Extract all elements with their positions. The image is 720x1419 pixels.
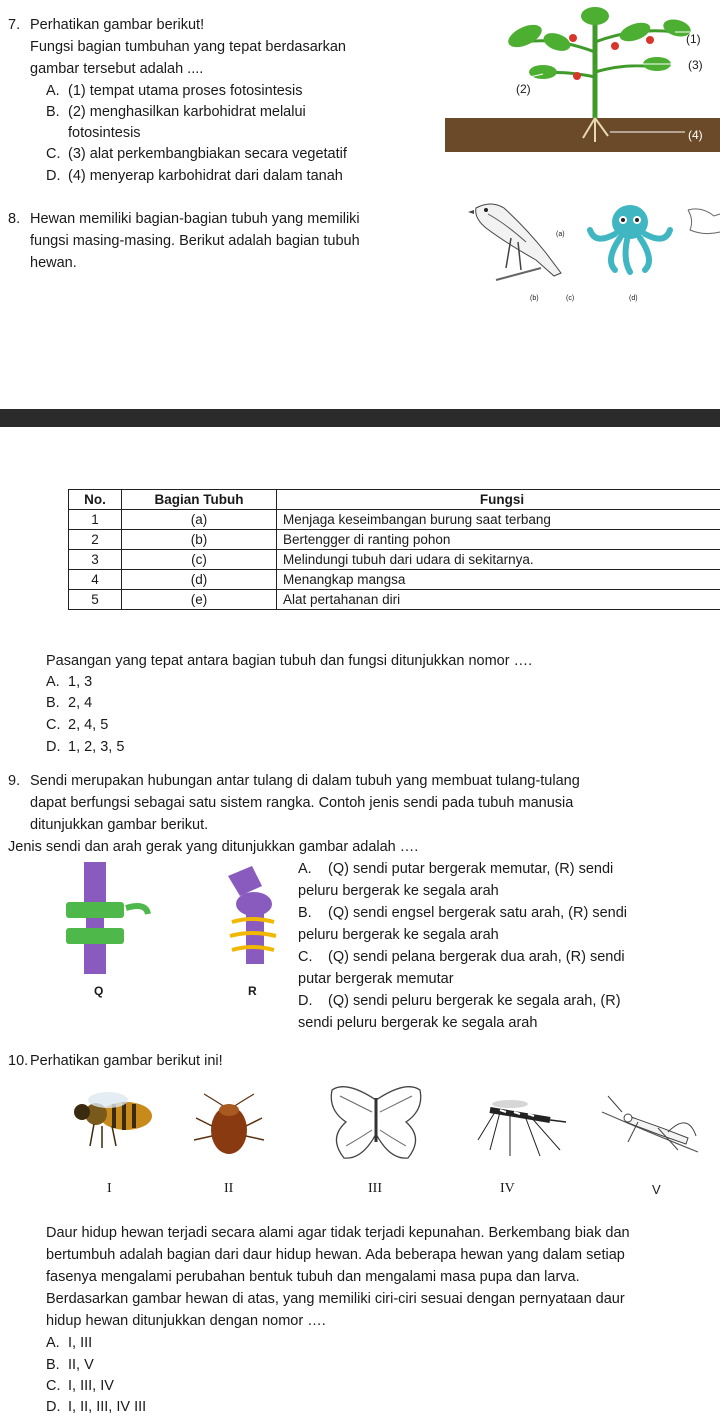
option-label: A. bbox=[46, 83, 60, 99]
figure-label: I bbox=[107, 1181, 112, 1196]
function-table bbox=[68, 489, 720, 610]
question-text: Perhatikan gambar berikut! bbox=[30, 17, 205, 33]
table-cell: 3 bbox=[69, 550, 122, 570]
option-text: peluru bergerak ke segala arah bbox=[298, 883, 499, 899]
soil bbox=[445, 118, 720, 152]
option-text: (Q) sendi peluru bergerak ke segala arah, (R) bbox=[328, 993, 621, 1009]
leaf bbox=[529, 65, 557, 79]
figure-label: (3) bbox=[688, 58, 703, 72]
leaf bbox=[541, 30, 573, 55]
plant-illustration bbox=[445, 2, 720, 152]
option-label: D. bbox=[46, 168, 61, 184]
bee-illustration bbox=[66, 1084, 166, 1154]
table-header-row bbox=[69, 490, 720, 510]
option-label: B. bbox=[46, 1357, 60, 1373]
question-number: 10. bbox=[8, 1053, 29, 1069]
figure-label: Q bbox=[94, 984, 104, 998]
question-number: 8. bbox=[8, 211, 21, 227]
table-header: No. bbox=[69, 490, 122, 510]
option-text: 1, 2, 3, 5 bbox=[68, 739, 125, 755]
option-label: C. bbox=[46, 717, 61, 733]
joint-q-illustration bbox=[56, 862, 156, 992]
question-text: Hewan memiliki bagian-bagian tubuh yang memiliki bbox=[30, 211, 360, 227]
question-text: fungsi masing-masing. Berikut adalah bagian tubuh bbox=[30, 233, 360, 249]
figure-label: (2) bbox=[516, 82, 531, 96]
question-text: Perhatikan gambar berikut ini! bbox=[30, 1053, 223, 1069]
table-cell: (d) bbox=[122, 570, 277, 590]
question-text: Daur hidup hewan terjadi secara alami agar tidak terjadi kepunahan. Berkembang biak dan bbox=[46, 1225, 630, 1241]
grasshopper-illustration bbox=[598, 1092, 702, 1162]
butterfly-illustration bbox=[326, 1080, 426, 1170]
leaf bbox=[581, 7, 609, 25]
joint-r-illustration bbox=[222, 862, 302, 992]
figure-label: II bbox=[224, 1181, 234, 1196]
option-label: B. bbox=[46, 695, 60, 711]
table-row bbox=[69, 590, 720, 610]
animal-illustration-partial bbox=[684, 206, 720, 266]
question-text: bertumbuh adalah bagian dari daur hidup hewan. Ada beberapa hewan yang dalam setiap bbox=[46, 1247, 625, 1263]
table-cell: (e) bbox=[122, 590, 277, 610]
divider-band bbox=[0, 409, 720, 427]
mosquito-illustration bbox=[470, 1090, 570, 1160]
table-cell: Bertengger di ranting pohon bbox=[277, 530, 720, 550]
question-text: Fungsi bagian tumbuhan yang tepat berdasarkan bbox=[30, 39, 346, 55]
table-row bbox=[69, 510, 720, 530]
cockroach-illustration bbox=[184, 1088, 274, 1158]
option-label: D. bbox=[46, 1399, 61, 1415]
question-number: 7. bbox=[8, 17, 21, 33]
table-cell: Menjaga keseimbangan burung saat terbang bbox=[277, 510, 720, 530]
option-label: C. bbox=[298, 949, 313, 965]
table-header: Bagian Tubuh bbox=[122, 490, 277, 510]
option-text: (Q) sendi pelana bergerak dua arah, (R) sendi bbox=[328, 949, 625, 965]
table-cell: Alat pertahanan diri bbox=[277, 590, 720, 610]
option-text: 2, 4 bbox=[68, 695, 93, 711]
question-text: dapat berfungsi sebagai satu sistem rangka. Contoh jenis sendi pada tubuh manusia bbox=[30, 795, 574, 811]
option-text: I, III bbox=[68, 1335, 93, 1351]
figure-label: (4) bbox=[688, 128, 703, 142]
table-cell: (c) bbox=[122, 550, 277, 570]
option-label: B. bbox=[46, 104, 60, 120]
figure-label: (a) bbox=[556, 231, 565, 238]
figure-label: V bbox=[652, 1182, 661, 1197]
flower bbox=[569, 34, 577, 42]
table-cell: 5 bbox=[69, 590, 122, 610]
question-text: fasenya mengalami perubahan bentuk tubuh dan mengalami masa pupa dan larva. bbox=[46, 1269, 580, 1285]
flower bbox=[573, 72, 581, 80]
figure-label: (1) bbox=[686, 32, 701, 46]
option-label: C. bbox=[46, 1378, 61, 1394]
option-text: (1) tempat utama proses fotosintesis bbox=[68, 83, 303, 99]
option-text: I, III, IV bbox=[68, 1378, 114, 1394]
option-label: D. bbox=[46, 739, 61, 755]
table-row bbox=[69, 570, 720, 590]
option-text: 2, 4, 5 bbox=[68, 717, 109, 733]
flower bbox=[646, 36, 654, 44]
option-text: (3) alat perkembangbiakan secara vegetatif bbox=[68, 146, 347, 162]
table-cell: 2 bbox=[69, 530, 122, 550]
table-cell: 4 bbox=[69, 570, 122, 590]
figure-label: (c) bbox=[566, 295, 575, 302]
option-label: B. bbox=[298, 905, 312, 921]
question-text: Berdasarkan gambar hewan di atas, yang memiliki ciri-ciri sesuai dengan pernyataan daur bbox=[46, 1291, 625, 1307]
option-text: I, II, III, IV III bbox=[68, 1399, 147, 1415]
question-text: ditunjukkan gambar berikut. bbox=[30, 817, 209, 833]
option-text: 1, 3 bbox=[68, 674, 93, 690]
option-label: A. bbox=[46, 674, 60, 690]
flower bbox=[611, 42, 619, 50]
table-cell: Melindungi tubuh dari udara di sekitarnya. bbox=[277, 550, 720, 570]
option-label: A. bbox=[46, 1335, 60, 1351]
figure-label: IV bbox=[500, 1181, 515, 1196]
option-text: fotosintesis bbox=[68, 125, 141, 141]
option-text: II, V bbox=[68, 1357, 94, 1373]
question-text: Sendi merupakan hubungan antar tulang di dalam tubuh yang membuat tulang-tulang bbox=[30, 773, 580, 789]
option-label: D. bbox=[298, 993, 313, 1009]
option-label: C. bbox=[46, 146, 61, 162]
figure-label: (d) bbox=[629, 295, 638, 302]
question-text: hidup hewan ditunjukkan dengan nomor …. bbox=[46, 1313, 326, 1329]
option-text: (Q) sendi putar bergerak memutar, (R) sendi bbox=[328, 861, 614, 877]
option-text: (4) menyerap karbohidrat dari dalam tanah bbox=[68, 168, 343, 184]
option-text: (2) menghasilkan karbohidrat melalui bbox=[68, 104, 306, 120]
option-text: (Q) sendi engsel bergerak satu arah, (R) sendi bbox=[328, 905, 628, 921]
question-text: hewan. bbox=[30, 255, 77, 271]
table-row bbox=[69, 550, 720, 570]
option-text: putar bergerak memutar bbox=[298, 971, 454, 987]
question-text: gambar tersebut adalah .... bbox=[30, 61, 204, 77]
figure-label: (b) bbox=[530, 295, 539, 302]
figure-label: III bbox=[368, 1181, 382, 1196]
option-text: sendi peluru bergerak ke segala arah bbox=[298, 1015, 538, 1031]
option-label: A. bbox=[298, 861, 312, 877]
question-text: Jenis sendi dan arah gerak yang ditunjukkan gambar adalah …. bbox=[8, 839, 419, 855]
option-text: peluru bergerak ke segala arah bbox=[298, 927, 499, 943]
question-text: Pasangan yang tepat antara bagian tubuh dan fungsi ditunjukkan nomor …. bbox=[46, 653, 533, 669]
octopus-illustration bbox=[585, 200, 675, 280]
table-row bbox=[69, 530, 720, 550]
table-header: Fungsi bbox=[277, 490, 720, 510]
table-cell: 1 bbox=[69, 510, 122, 530]
leaf bbox=[505, 20, 545, 52]
table-cell: (b) bbox=[122, 530, 277, 550]
question-number: 9. bbox=[8, 773, 21, 789]
table-cell: (a) bbox=[122, 510, 277, 530]
table-cell: Menangkap mangsa bbox=[277, 570, 720, 590]
figure-label: R bbox=[248, 984, 257, 998]
